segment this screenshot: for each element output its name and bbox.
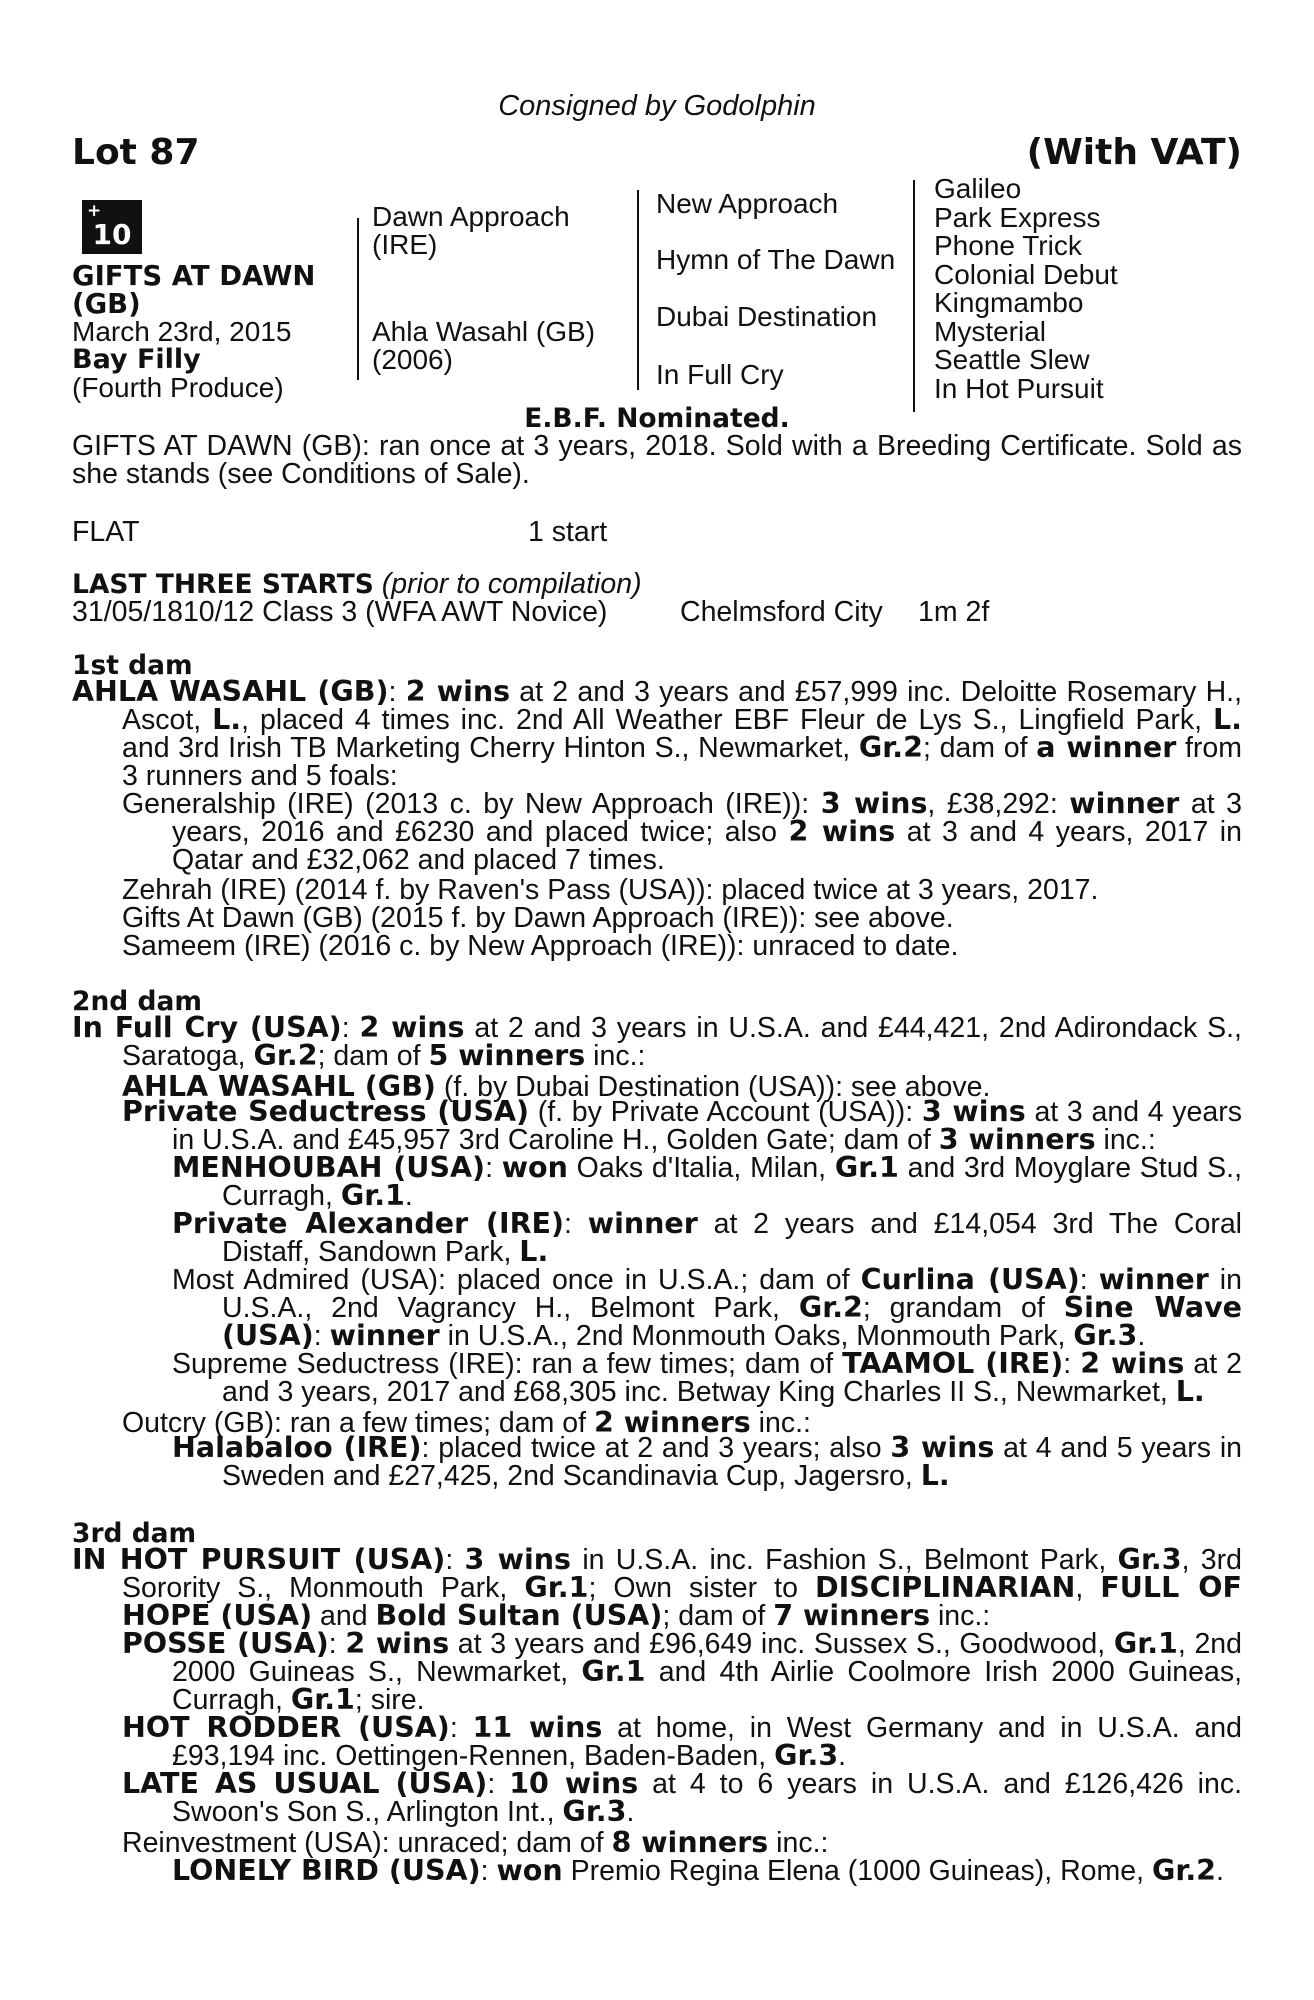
produce-halabaloo: Halabaloo (IRE): placed twice at 2 and 3 years; also 3 wins at 4 and 5 years in Sweden and £27,425, 2nd Scandinavia Cup, Jagersro, L. bbox=[172, 1431, 1243, 1492]
pedigree-divider-1 bbox=[357, 218, 359, 380]
produce-late-as-usual: LATE AS USUAL (USA): 10 wins at 4 to 6 years in U.S.A. and £126,426 inc. Swoon's Son S., Arlington Int., Gr.3. bbox=[122, 1767, 1243, 1828]
pedigree-divider-2 bbox=[637, 190, 639, 390]
grandparent-1: New Approach bbox=[656, 188, 839, 219]
produce-ahla-wasahl: AHLA WASAHL (GB) (f. by Dubai Destination (USA)): see above. bbox=[122, 1070, 991, 1103]
ggp-3: Phone Trick bbox=[934, 230, 1082, 261]
grandparent-2: Hymn of The Dawn bbox=[656, 244, 896, 275]
produce-menhoubah: MENHOUBAH (USA): won Oaks d'Italia, Milan, Gr.1 and 3rd Moyglare Stud S., Curragh, Gr.1. bbox=[172, 1151, 1242, 1212]
dam-line2: (2006) bbox=[372, 344, 453, 375]
badge-text: 10 bbox=[92, 218, 132, 251]
lot-number: Lot 87 bbox=[72, 132, 200, 173]
ggp-1: Galileo bbox=[934, 173, 1022, 204]
consignor: Consigned by Godolphin bbox=[498, 90, 816, 122]
ggp-5: Kingmambo bbox=[934, 287, 1084, 318]
sire-line2: (IRE) bbox=[372, 229, 438, 260]
badge-plus: + bbox=[87, 201, 102, 221]
vat-label: (With VAT) bbox=[1026, 132, 1242, 173]
produce-lonely-bird: LONELY BIRD (USA): won Premio Regina Elena (1000 Guineas), Rome, Gr.2. bbox=[172, 1854, 1224, 1887]
pedigree-divider-3 bbox=[913, 180, 915, 412]
ggp-6: Mysterial bbox=[934, 315, 1047, 347]
ebf-nominated: E.B.F. Nominated. bbox=[524, 403, 790, 434]
produce-hot-rodder: HOT RODDER (USA): 11 wins at home, in West Germany and in U.S.A. and £93,194 inc. Oettingen-Rennen, Baden-Baden, Gr.3. bbox=[122, 1711, 1243, 1772]
last-three-title: LAST THREE STARTS bbox=[72, 569, 374, 600]
ten-plus-badge-icon bbox=[82, 200, 142, 254]
produce-sameem: Sameem (IRE) (2016 c. by New Approach (IRE)): unraced to date. bbox=[122, 930, 959, 962]
grandparent-4: In Full Cry bbox=[656, 359, 784, 390]
second-dam-heading: 2nd dam bbox=[72, 986, 202, 1017]
produce-reinvestment: Reinvestment (USA): unraced; dam of 8 winners inc.: bbox=[122, 1826, 829, 1859]
horse-produce: (Fourth Produce) bbox=[72, 372, 284, 403]
ggp-7: Seattle Slew bbox=[934, 344, 1090, 375]
produce-most-admired: Most Admired (USA): placed once in U.S.A.; dam of Curlina (USA): winner in U.S.A., 2nd Vagrancy H., Belmont Park, Gr.2; grandam of Sine Wave (USA): winner in U.S.A., 2nd Monmouth Oaks, Monmouth Park, Gr.3. bbox=[172, 1263, 1242, 1352]
produce-supreme-seductress: Supreme Seductress (IRE): ran a few times; dam of TAAMOL (IRE): 2 wins at 2 and 3 years, 2017 and £68,305 inc. Betway King Charles II S., Newmarket, L. bbox=[172, 1347, 1243, 1408]
record-value: 1 start bbox=[528, 516, 608, 548]
horse-foaled: March 23rd, 2015 bbox=[72, 316, 292, 347]
produce-private-seductress: Private Seductress (USA) (f. by Private Account (USA)): 3 wins at 3 and 4 years in U.S.A. and £45,957 3rd Caroline H., Golden Gate; dam of 3 winners inc.: bbox=[122, 1095, 1242, 1156]
produce-posse: POSSE (USA): 2 wins at 3 years and £96,649 inc. Sussex S., Goodwood, Gr.1, 2nd 2000 Guineas S., Newmarket, Gr.1 and 4th Airlie Coolmore Irish 2000 Guineas, Curragh, Gr.1; sire. bbox=[122, 1627, 1242, 1716]
dam-line1: Ahla Wasahl (GB) bbox=[372, 316, 596, 347]
summary-line2: she stands (see Conditions of Sale). bbox=[72, 458, 530, 490]
second-dam-text: In Full Cry (USA): 2 wins at 2 and 3 years in U.S.A. and £44,421, 2nd Adirondack S., Saratoga, Gr.2; dam of 5 winners inc.: bbox=[72, 1011, 1242, 1072]
pedigree-dam bbox=[372, 318, 595, 374]
record-label: FLAT bbox=[72, 516, 140, 548]
produce-outcry: Outcry (GB): ran a few times; dam of 2 winners inc.: bbox=[122, 1406, 811, 1439]
horse-name-line2: (GB) bbox=[72, 288, 141, 320]
horse-name-line1: GIFTS AT DAWN bbox=[72, 260, 316, 292]
last-start-distance: 1m 2f bbox=[918, 596, 990, 628]
produce-generalship: Generalship (IRE) (2013 c. by New Approach (IRE)): 3 wins, £38,292: winner at 3 years, 2016 and £6230 and placed twice; also 2 wins at 3 and 4 years, 2017 in Qatar and £32,062 and placed 7 times. bbox=[122, 787, 1242, 876]
ggp-4: Colonial Debut bbox=[934, 258, 1118, 290]
last-start-course: Chelmsford City bbox=[680, 596, 883, 628]
first-dam-text: AHLA WASAHL (GB): 2 wins at 2 and 3 years and £57,999 inc. Deloitte Rosemary H., Ascot, L., placed 4 times inc. 2nd All Weather EBF Fleur de Lys S., Lingfield Park, L. and 3rd Irish TB Marketing Cherry Hinton S., Newmarket, Gr.2; dam of a winner from 3 runners and 5 foals: bbox=[72, 675, 1242, 792]
third-dam-heading: 3rd dam bbox=[72, 1518, 197, 1549]
great-grandparents bbox=[934, 175, 1118, 403]
produce-private-alexander: Private Alexander (IRE): winner at 2 years and £14,054 3rd The Coral Distaff, Sandown Park, L. bbox=[172, 1207, 1243, 1268]
summary-line1: GIFTS AT DAWN (GB): ran once at 3 years, 2018. Sold with a Breeding Certificate. Sold as bbox=[72, 430, 1242, 462]
last-start-row: 31/05/1810/12 Class 3 (WFA AWT Novice) bbox=[72, 596, 608, 628]
produce-zehrah: Zehrah (IRE) (2014 f. by Raven's Pass (USA)): placed twice at 3 years, 2017. bbox=[122, 874, 1099, 906]
grandparent-3: Dubai Destination bbox=[656, 301, 878, 332]
ggp-8: In Hot Pursuit bbox=[934, 372, 1104, 404]
horse-name bbox=[72, 262, 315, 318]
third-dam-text: IN HOT PURSUIT (USA): 3 wins in U.S.A. inc. Fashion S., Belmont Park, Gr.3, 3rd Sorority S., Monmouth Park, Gr.1; Own sister to DISCIPLINARIAN, FULL OF HOPE (USA) and Bold Sultan (USA); dam of 7 winners inc.: bbox=[72, 1543, 1242, 1632]
sire-line1: Dawn Approach bbox=[372, 201, 570, 232]
ggp-2: Park Express bbox=[934, 201, 1101, 233]
last-three-note: (prior to compilation) bbox=[381, 568, 642, 600]
produce-gifts-at-dawn: Gifts At Dawn (GB) (2015 f. by Dawn Approach (IRE)): see above. bbox=[122, 902, 954, 934]
first-dam-heading: 1st dam bbox=[72, 650, 193, 681]
pedigree-sire bbox=[372, 203, 570, 259]
horse-sex: Bay Filly bbox=[72, 344, 201, 375]
